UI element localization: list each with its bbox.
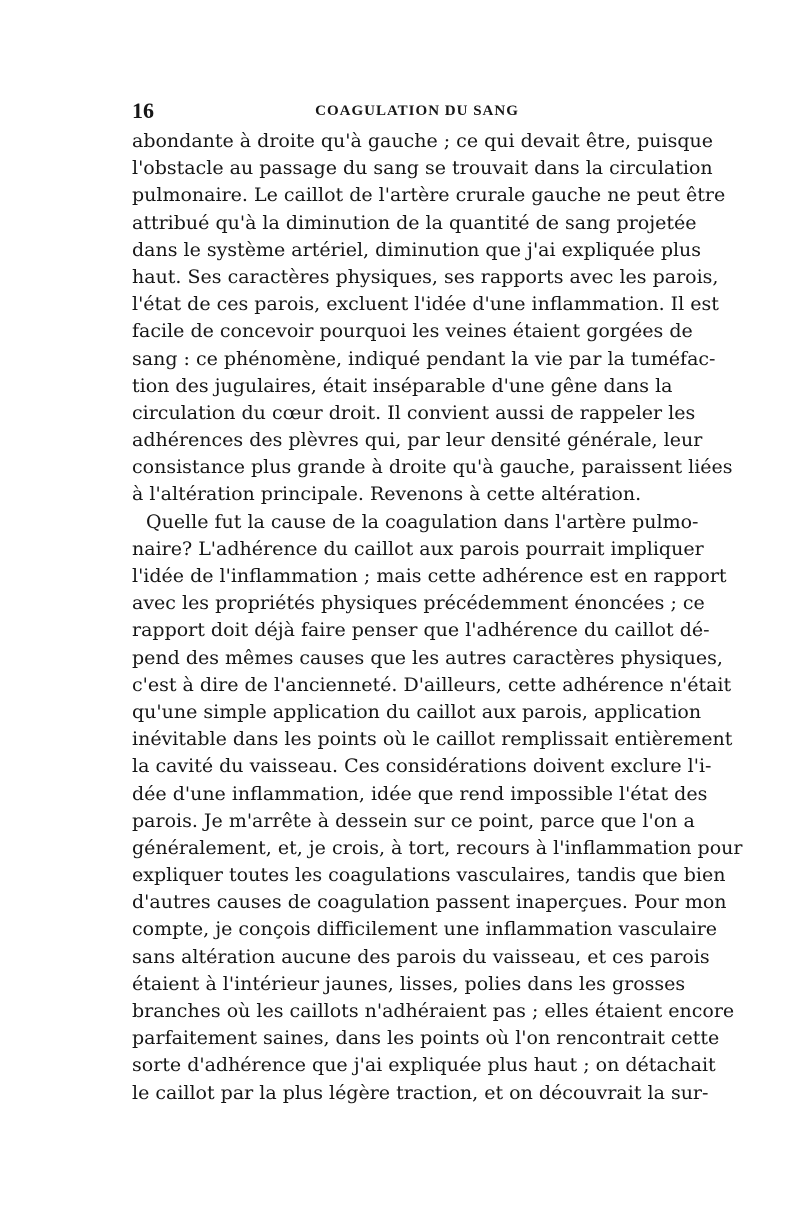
text-line: sans altération aucune des parois du vaisseau, et ces parois: [132, 945, 710, 968]
text-line: compte, je conçois difficilement une inflammation vasculaire: [132, 918, 718, 941]
text-line: sorte d'adhérence que j'ai expliquée plus haut ; on détachait: [132, 1054, 716, 1077]
paragraph-start-line: Quelle fut la cause de la coagulation dans l'artère pulmo-: [146, 510, 699, 533]
running-head: [132, 96, 672, 126]
text-line: circulation du cœur droit. Il convient aussi de rappeler les: [132, 401, 696, 424]
text-line: pend des mêmes causes que les autres caractères physiques,: [132, 646, 723, 669]
text-line: parois. Je m'arrête à dessein sur ce point, parce que l'on a: [132, 809, 695, 832]
text-line: consistance plus grande à droite qu'à gauche, paraissent liées: [132, 456, 733, 479]
text-line: inévitable dans les points où le caillot remplissait entièrement: [132, 728, 733, 751]
text-line: avec les propriétés physiques précédemment énoncées ; ce: [132, 592, 705, 615]
text-line: c'est à dire de l'ancienneté. D'ailleurs, cette adhérence n'était: [132, 673, 732, 696]
text-line: naire? L'adhérence du caillot aux parois pourrait impliquer: [132, 537, 704, 560]
text-line: adhérences des plèvres qui, par leur densité générale, leur: [132, 429, 703, 452]
text-line: l'obstacle au passage du sang se trouvait dans la circulation: [132, 157, 713, 180]
text-line: pulmonaire. Le caillot de l'artère crurale gauche ne peut être: [132, 184, 726, 207]
text-line: attribué qu'à la diminution de la quantité de sang projetée: [132, 211, 697, 234]
text-line: tion des jugulaires, était inséparable d'une gêne dans la: [132, 374, 673, 397]
body-text: [132, 128, 743, 1107]
text-line: étaient à l'intérieur jaunes, lisses, polies dans les grosses: [132, 972, 686, 995]
text-line: d'autres causes de coagulation passent inaperçues. Pour mon: [132, 891, 727, 914]
running-title: COAGULATION DU SANG: [315, 103, 519, 119]
text-line: dans le système artériel, diminution que j'ai expliquée plus: [132, 238, 702, 261]
page-number: 16: [132, 98, 154, 123]
text-line: haut. Ses caractères physiques, ses rapports avec les parois,: [132, 265, 719, 288]
text-line: dée d'une inflammation, idée que rend impossible l'état des: [132, 782, 708, 805]
text-line: facile de concevoir pourquoi les veines étaient gorgées de: [132, 320, 693, 343]
text-line: rapport doit déjà faire penser que l'adhérence du caillot dé-: [132, 619, 710, 642]
text-line: abondante à droite qu'à gauche ; ce qui devait être, puisque: [132, 130, 713, 152]
text-line: l'idée de l'inflammation ; mais cette adhérence est en rapport: [132, 565, 727, 587]
text-line: sang : ce phénomène, indiqué pendant la vie par la tuméfac-: [132, 347, 716, 370]
text-line: la cavité du vaisseau. Ces considérations doivent exclure l'i-: [132, 755, 712, 778]
text-line: qu'une simple application du caillot aux parois, application: [132, 700, 702, 723]
paragraph-end-line: à l'altération principale. Revenons à cette altération.: [132, 483, 642, 506]
text-line: le caillot par la plus légère traction, et on découvrait la sur-: [132, 1081, 709, 1104]
text-line: généralement, et, je crois, à tort, recours à l'inflammation pour: [132, 836, 743, 859]
text-line: l'état de ces parois, excluent l'idée d'une inflammation. Il est: [132, 293, 719, 316]
text-line: branches où les caillots n'adhéraient pas ; elles étaient encore: [132, 1000, 735, 1022]
text-line: parfaitement saines, dans les points où l'on rencontrait cette: [132, 1027, 720, 1050]
text-line: expliquer toutes les coagulations vasculaires, tandis que bien: [132, 864, 726, 887]
